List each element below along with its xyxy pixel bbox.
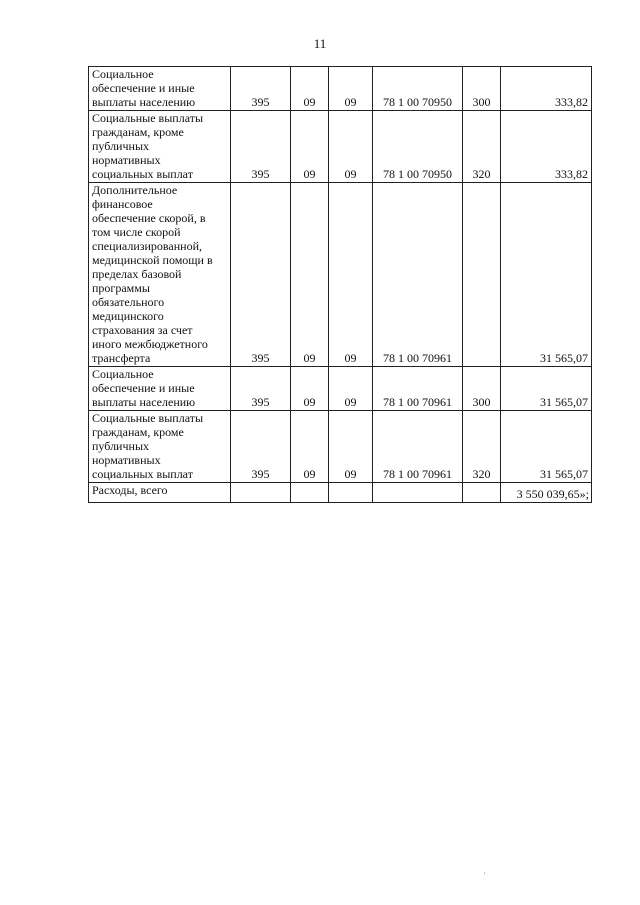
cell-ved: 395 [231, 111, 291, 183]
table-row [89, 367, 592, 411]
cell-name-line: Дополнительное [92, 183, 178, 197]
cell-rz: 09 [291, 111, 329, 183]
cell-pr: 09 [329, 183, 373, 367]
cell-name-line: Социальное [92, 67, 154, 81]
cell-name-line: программы [92, 281, 150, 295]
cell-name-line: финансовое [92, 197, 153, 211]
cell-name [89, 111, 231, 183]
empty-cell [291, 483, 329, 503]
cell-pr: 09 [329, 111, 373, 183]
cell-name [89, 183, 231, 367]
empty-cell [329, 483, 373, 503]
cell-name [89, 67, 231, 111]
cell-amount: 333,82 [501, 111, 592, 183]
cell-name-line: Социальные выплаты [92, 111, 204, 125]
cell-name-line: выплаты населению [92, 395, 196, 409]
cell-vr [463, 183, 501, 367]
total-label: Расходы, всего [89, 483, 231, 503]
cell-name-line: обеспечение и иные [92, 81, 195, 95]
cell-amount: 31 565,07 [501, 367, 592, 411]
cell-pr: 09 [329, 367, 373, 411]
cell-name-line: нормативных [92, 453, 161, 467]
cell-csr: 78 1 00 70961 [373, 411, 463, 483]
cell-rz: 09 [291, 67, 329, 111]
empty-cell [373, 483, 463, 503]
table-row [89, 67, 592, 111]
cell-vr: 300 [463, 367, 501, 411]
cell-rz: 09 [291, 367, 329, 411]
cell-name-line: медицинской помощи в [92, 253, 213, 267]
total-row [89, 483, 592, 503]
cell-name-line: публичных [92, 439, 149, 453]
cell-name-line: обязательного [92, 295, 165, 309]
cell-name-line: выплаты населению [92, 95, 196, 109]
cell-name-line: обеспечение скорой, в [92, 211, 206, 225]
cell-name-line: трансферта [92, 351, 151, 365]
cell-rz: 09 [291, 411, 329, 483]
cell-name-line: Социальные выплаты [92, 411, 204, 425]
cell-ved: 395 [231, 67, 291, 111]
cell-name-line: нормативных [92, 153, 161, 167]
cell-name-line: социальных выплат [92, 167, 193, 181]
empty-cell [463, 483, 501, 503]
cell-ved: 395 [231, 411, 291, 483]
cell-amount: 31 565,07 [501, 183, 592, 367]
cell-name-line: гражданам, кроме [92, 125, 184, 139]
cell-name [89, 367, 231, 411]
cell-ved: 395 [231, 183, 291, 367]
cell-pr: 09 [329, 67, 373, 111]
cell-vr: 320 [463, 111, 501, 183]
cell-name-line: публичных [92, 139, 149, 153]
cell-csr: 78 1 00 70950 [373, 111, 463, 183]
total-amount: 3 550 039,65»; [501, 483, 592, 503]
empty-cell [231, 483, 291, 503]
table-row [89, 111, 592, 183]
footer-mark: ' [484, 871, 486, 880]
cell-name-line: специализированной, [92, 239, 203, 253]
cell-amount: 333,82 [501, 67, 592, 111]
cell-ved: 395 [231, 367, 291, 411]
cell-vr: 300 [463, 67, 501, 111]
cell-csr: 78 1 00 70961 [373, 183, 463, 367]
cell-name-line: иного межбюджетного [92, 337, 208, 351]
table-row [89, 183, 592, 367]
cell-name-line: пределах базовой [92, 267, 182, 281]
table-body [89, 67, 592, 503]
cell-name-line: социальных выплат [92, 467, 193, 481]
cell-name-line: страхования за счет [92, 323, 193, 337]
cell-name-line: Социальное [92, 367, 154, 381]
cell-rz: 09 [291, 183, 329, 367]
cell-pr: 09 [329, 411, 373, 483]
cell-vr: 320 [463, 411, 501, 483]
budget-table [88, 66, 592, 503]
cell-amount: 31 565,07 [501, 411, 592, 483]
cell-name-line: гражданам, кроме [92, 425, 184, 439]
cell-csr: 78 1 00 70961 [373, 367, 463, 411]
cell-name-line: том числе скорой [92, 225, 181, 239]
cell-name-line: медицинского [92, 309, 164, 323]
cell-csr: 78 1 00 70950 [373, 67, 463, 111]
table-row [89, 411, 592, 483]
page-number: 11 [313, 36, 327, 51]
cell-name-line: обеспечение и иные [92, 381, 195, 395]
cell-name [89, 411, 231, 483]
